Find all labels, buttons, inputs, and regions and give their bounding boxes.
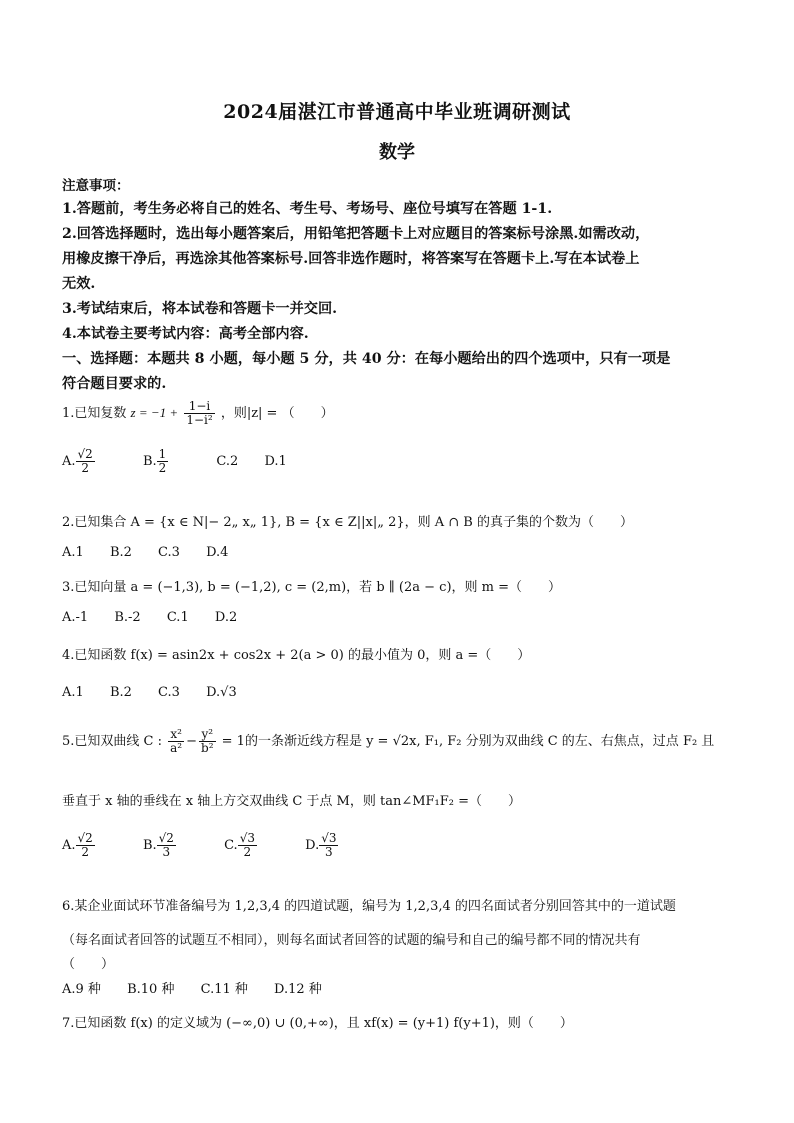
q3-options [62,610,259,625]
q5-option-a-label: A. [62,838,76,854]
q5-option-a-num: √2 [77,831,93,845]
q5-option-d [305,832,360,859]
q4-option-a: A.1 [62,685,84,700]
note-2-line-1: 2.回答选择题时，选出每小题答案后，用铅笔把答题卡上对应题目的答案标号涂黑.如需改动， [62,226,650,242]
q4-option-d: D.√3 [206,685,237,700]
q1-option-a-label: A. [62,454,76,470]
q1-option-b-frac [157,448,191,475]
subject-title: 数学 [379,142,415,163]
q5-f1-den: a² [170,741,183,756]
q6-option-a: A.9 种 [62,982,101,997]
q1-option-a-num: √2 [77,447,93,461]
q6-option-b: B.10 种 [127,982,175,997]
q1-options [62,448,309,475]
q1-frac-num: 1−i [188,399,211,413]
question-6-line-3: （ ） [62,957,115,972]
question-5 [62,728,714,755]
q2-option-d: D.4 [206,545,229,560]
q5-option-b-label: B. [142,838,157,854]
q5-option-b-den: 3 [157,845,176,859]
q3-option-b: B.-2 [114,610,141,625]
q5-option-b-num: √2 [158,831,174,845]
q1-option-c: C.2 [216,454,239,470]
note-2-line-2: 用橡皮擦干净后，再选涂其他答案标号.回答非选作题时，将答案写在答题卡上.写在本试卷上 [62,251,640,267]
q5-f1-num: x² [170,727,182,741]
q5-suffix: = 1的一条渐近线方程是 y = √2x, F₁, F₂ 分别为双曲线 C 的左、右焦点，过点 F₂ 且 [221,734,715,750]
q5-option-a-frac [76,832,117,859]
q5-option-a [62,832,117,859]
q4-option-b: B.2 [109,685,132,700]
question-6-line-2: （每名面试者回答的试题互不相同），则每名面试者回答的试题的编号和自己的编号都不同的情况共有 [62,933,641,948]
q1-option-b-label: B. [142,454,157,470]
q3-option-d: D.2 [214,610,238,625]
q1-prefix: 1.已知复数 [62,406,127,422]
q5-option-d-label: D. [305,838,320,854]
note-4: 4.本试卷主要考试内容：高考全部内容. [62,326,309,342]
q5-fraction-x [168,728,184,755]
q5-options [62,832,382,859]
q1-option-b-den: 2 [158,461,167,476]
q1-suffix: ，则|z| = （ ） [220,406,334,422]
note-3: 3.考试结束后，将本试卷和答题卡一并交回. [62,301,338,317]
q5-option-d-num: √3 [321,831,337,845]
q5-minus: − [186,734,198,750]
q3-option-c: C.1 [166,610,189,625]
q5-option-d-den: 3 [319,845,338,859]
question-4: 4.已知函数 f(x) = asin2x + cos2x + 2(a > 0) 的最小值为 0，则 a =（ ） [62,648,531,663]
q2-option-a: A.1 [62,545,84,560]
q5-option-b [143,832,198,859]
q5-option-c [224,832,279,859]
q2-option-c: C.3 [158,545,180,560]
q1-frac-den: 1−i² [186,413,213,428]
q1-option-b [143,448,190,475]
q5-option-c-den: 2 [238,845,257,859]
q1-option-a-den: 2 [76,461,95,475]
q5-f2-num: y² [201,727,214,741]
q1-option-a [62,448,117,475]
q1-fraction [184,400,214,427]
q2-options [62,545,250,560]
question-1 [62,400,334,427]
q5-option-b-frac [157,832,198,859]
question-5-line-2: 垂直于 x 轴的垂线在 x 轴上方交双曲线 C 于点 M，则 tan∠MF₁F₂ =（ ） [62,794,522,809]
note-2-line-3: 无效. [62,276,96,292]
q5-option-a-den: 2 [76,845,95,859]
q6-options [62,978,344,997]
section-heading-line-2: 符合题目要求的. [62,376,167,392]
section-heading-line-1: 一、选择题：本题共 8 小题，每小题 5 分，共 40 分：在每小题给出的四个选项中，只有一项是 [62,351,671,367]
question-2: 2.已知集合 A = {x ∈ N|− 2„ x„ 1}, B = {x ∈ Z||x|„ 2}，则 A ∩ B 的真子集的个数为（ ） [62,515,633,530]
q2-option-b: B.2 [109,545,132,560]
question-3: 3.已知向量 a = (−1,3), b = (−1,2), c = (2,m)，若 b ∥ (2a − c)，则 m =（ ） [62,580,561,595]
question-7: 7.已知函数 f(x) 的定义域为 (−∞,0) ∪ (0,+∞)，且 xf(x) = (y+1) f(y+1)，则（ ） [62,1016,573,1031]
q1-option-b-num: 1 [158,447,167,461]
q5-option-c-frac [238,832,279,859]
q6-option-c: C.11 种 [200,982,248,997]
q5-prefix: 5.已知双曲线 C : [62,734,162,750]
q1-option-d: D.1 [264,454,287,470]
q5-fraction-y [199,728,216,755]
notes-heading: 注意事项： [62,178,130,194]
q6-option-d: D.12 种 [274,982,322,997]
note-1: 1.答题前，考生务必将自己的姓名、考生号、考场号、座位号填写在答题 1-1. [62,201,553,217]
q5-option-c-label: C. [224,838,238,854]
q5-option-d-frac [319,832,360,859]
page-title: 2024届湛江市普通高中毕业班调研测试 [223,101,571,123]
q1-z-lhs: z = −1 + [130,405,179,421]
q1-option-a-frac [76,448,117,475]
question-6-line-1: 6.某企业面试环节准备编号为 1,2,3,4 的四道试题，编号为 1,2,3,4 的四名面试者分别回答其中的一道试题 [62,899,676,914]
q4-option-c: C.3 [158,685,180,700]
q4-options [62,685,259,700]
q3-option-a: A.-1 [62,610,89,625]
q5-option-c-num: √3 [239,831,255,845]
q5-f2-den: b² [201,741,214,756]
